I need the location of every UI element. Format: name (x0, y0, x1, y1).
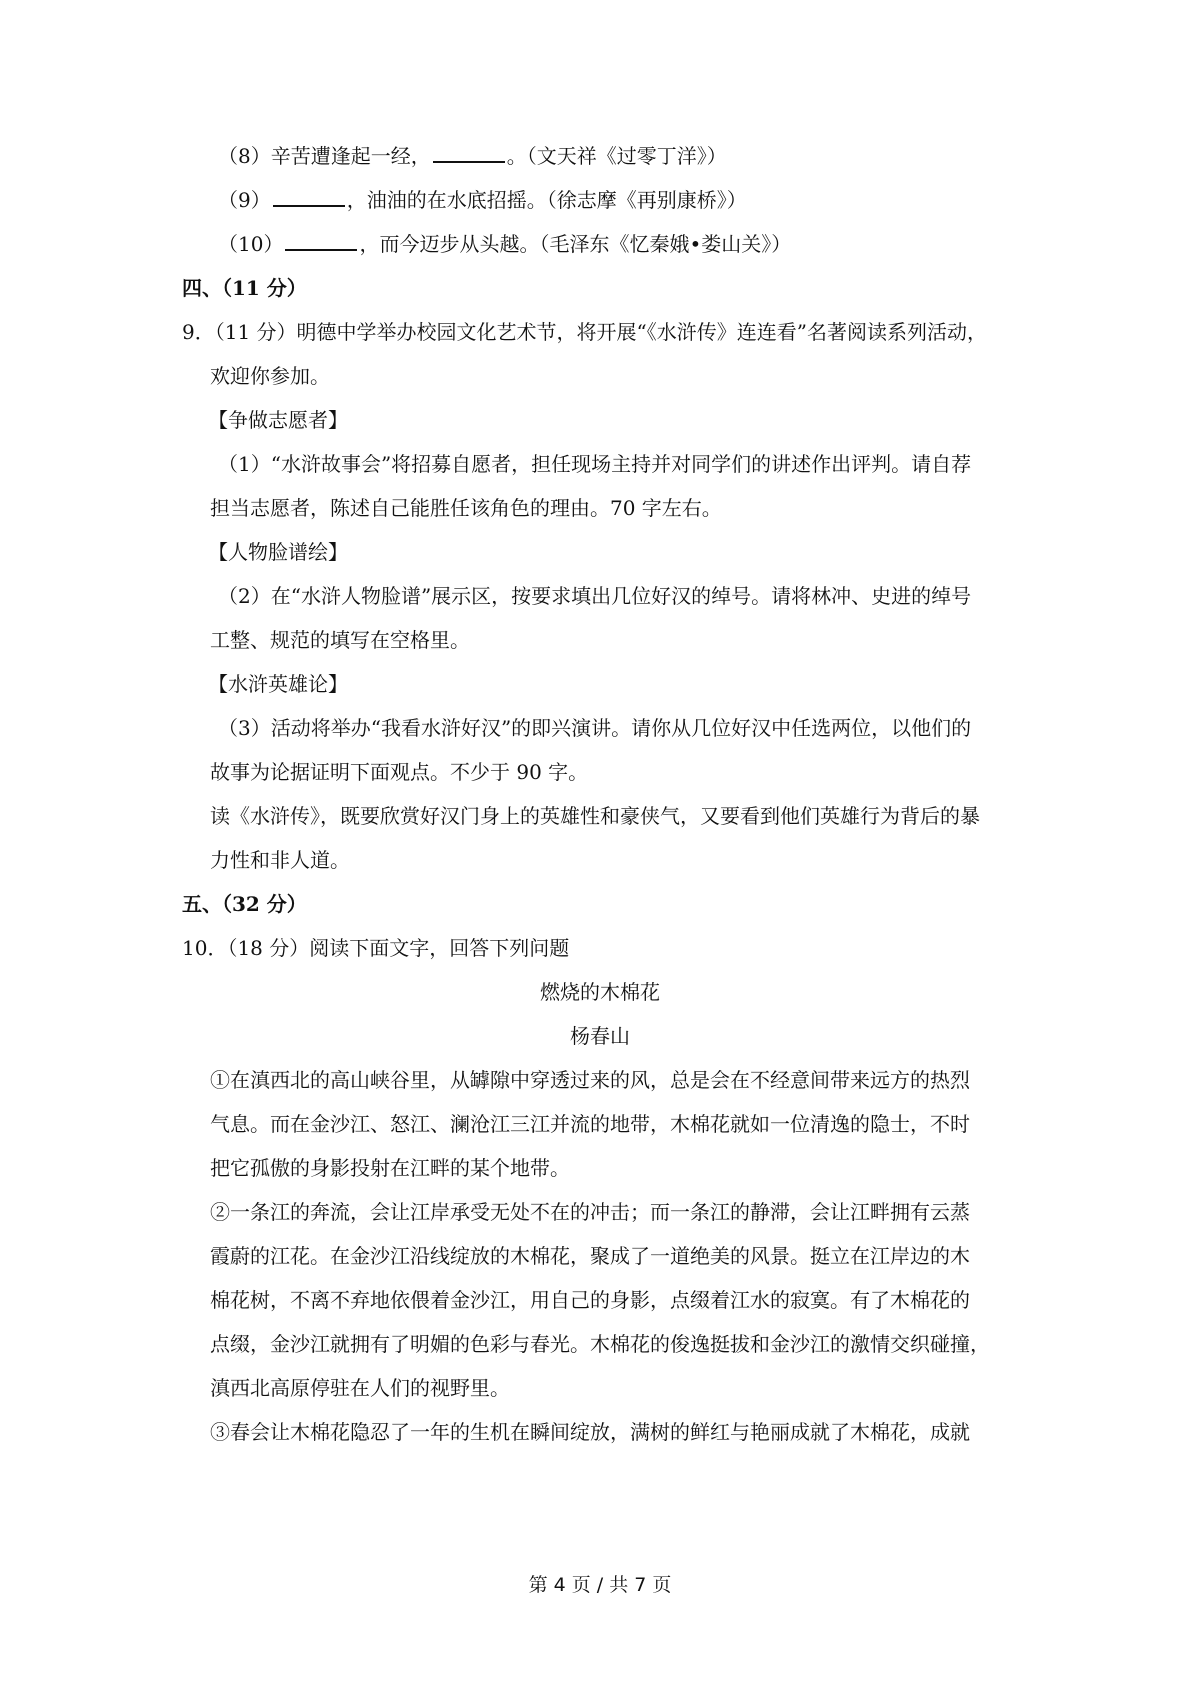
part-3-title: 【水浒英雄论】 (208, 672, 348, 696)
answer-blank (273, 187, 345, 207)
answer-blank (433, 143, 505, 163)
part-2-title: 【人物脸谱绘】 (208, 540, 348, 564)
answer-blank (285, 231, 357, 251)
fill-in-item-9 (218, 186, 747, 214)
paragraph-2-line-1: ②一条江的奔流，会让江岸承受无处不在的冲击；而一条江的静滞，会让江畔拥有云蒸 (210, 1200, 970, 1224)
part-1-line-2: 担当志愿者，陈述自己能胜任该角色的理由。70 字左右。 (210, 496, 722, 520)
part-3-line-2: 故事为论据证明下面观点。不少于 90 字。 (210, 760, 589, 784)
article-author: 杨春山 (570, 1024, 630, 1048)
fill-in-item-8 (218, 142, 727, 170)
fill-in-item-10 (218, 230, 791, 258)
paragraph-3-line-1: ③春会让木棉花隐忍了一年的生机在瞬间绽放，满树的鲜红与艳丽成就了木棉花，成就 (210, 1420, 970, 1444)
paragraph-1-line-1: ①在滇西北的高山峡谷里，从罅隙中穿透过来的风，总是会在不经意间带来远方的热烈 (210, 1068, 970, 1092)
question-10: 10．（18 分）阅读下面文字，回答下列问题 (182, 936, 570, 960)
fill-in-suffix: ，油油的在水底招摇。（徐志摩《再别康桥》） (346, 188, 747, 212)
section-heading: 五、（32 分） (182, 892, 307, 916)
part-2-line-2: 工整、规范的填写在空格里。 (210, 628, 470, 652)
fill-in-prefix: （8）辛苦遭逢起一经， (218, 144, 431, 168)
fill-in-suffix: ，而今迈步从头越。（毛泽东《忆秦娥•娄山关》） (359, 232, 792, 256)
question-9-line-2: 欢迎你参加。 (210, 364, 330, 388)
paragraph-1-line-3: 把它孤傲的身影投射在江畔的某个地带。 (210, 1156, 570, 1180)
section-heading: 四、（11 分） (182, 276, 307, 300)
part-1-title: 【争做志愿者】 (208, 408, 348, 432)
part-1-line-1: （1）“水浒故事会”将招募自愿者，担任现场主持并对同学们的讲述作出评判。请自荐 (218, 452, 972, 476)
fill-in-suffix: 。（文天祥《过零丁洋》） (506, 144, 727, 168)
fill-in-prefix: （10） (218, 232, 284, 256)
part-3-line-1: （3）活动将举办“我看水浒好汉”的即兴演讲。请你从几位好汉中任选两位，以他们的 (218, 716, 972, 740)
paragraph-2-line-2: 霞蔚的江花。在金沙江沿线绽放的木棉花，聚成了一道绝美的风景。挺立在江岸边的木 (210, 1244, 970, 1268)
paragraph-1-line-2: 气息。而在金沙江、怒江、澜沧江三江并流的地带，木棉花就如一位清逸的隐士，不时 (210, 1112, 970, 1136)
paragraph-2-line-5: 滇西北高原停驻在人们的视野里。 (210, 1376, 510, 1400)
viewpoint-line-2: 力性和非人道。 (210, 848, 350, 872)
paragraph-2-line-3: 棉花树，不离不弃地依偎着金沙江，用自己的身影，点缀着江水的寂寞。有了木棉花的 (210, 1288, 970, 1312)
fill-in-prefix: （9） (218, 188, 271, 212)
question-9-line-1: 9．（11 分）明德中学举办校园文化艺术节，将开展“《水浒传》连连看”名著阅读系列活动， (182, 320, 987, 344)
part-2-line-1: （2）在“水浒人物脸谱”展示区，按要求填出几位好汉的绰号。请将林冲、史进的绰号 (218, 584, 972, 608)
article-title: 燃烧的木棉花 (540, 980, 660, 1004)
viewpoint-line-1: 读《水浒传》，既要欣赏好汉门身上的英雄性和豪侠气，又要看到他们英雄行为背后的暴 (210, 804, 980, 828)
paragraph-2-line-4: 点缀，金沙江就拥有了明媚的色彩与春光。木棉花的俊逸挺拔和金沙江的激情交织碰撞， (210, 1332, 990, 1356)
page-footer: 第 4 页 / 共 7 页 (528, 1574, 672, 1596)
